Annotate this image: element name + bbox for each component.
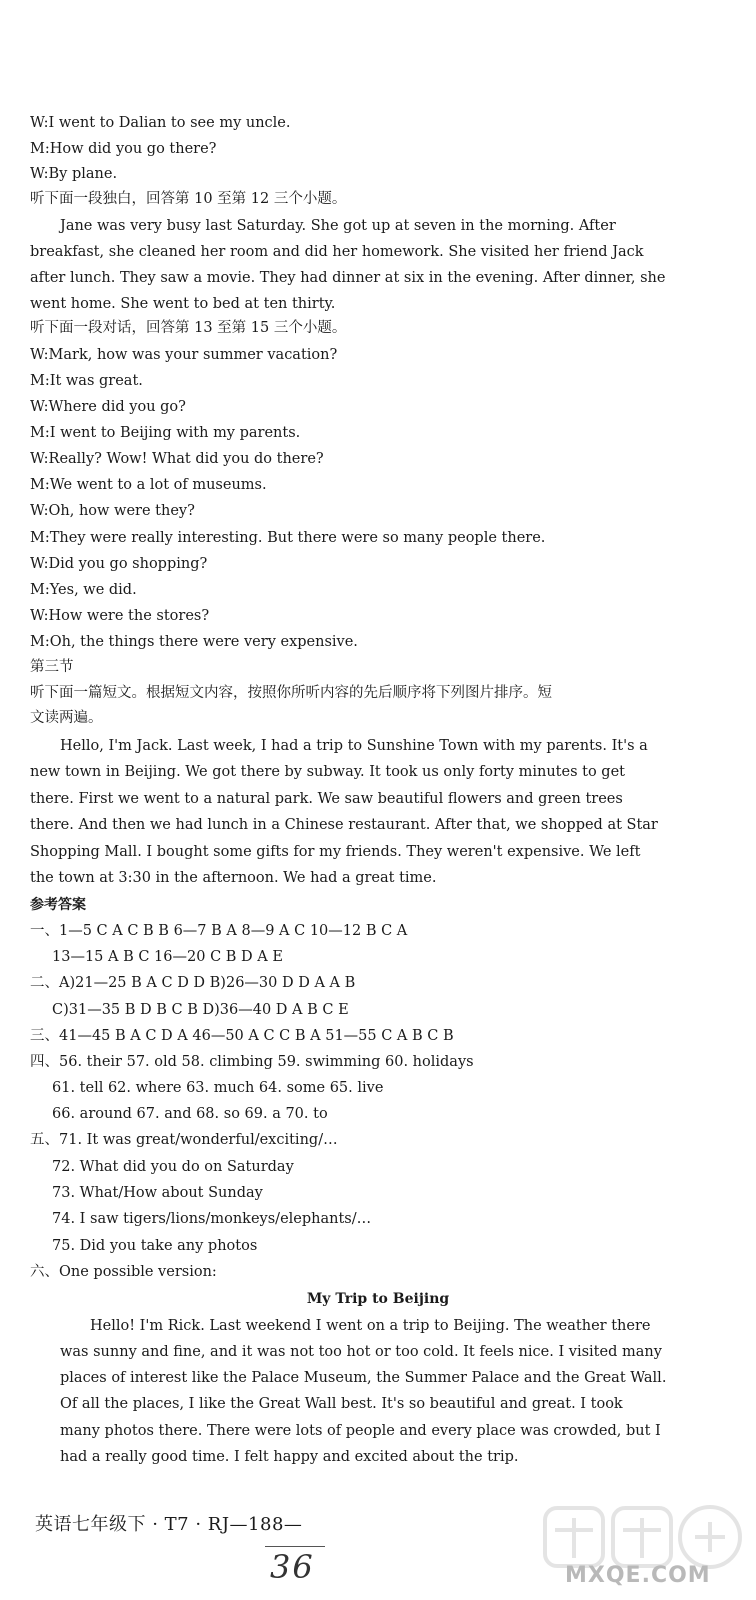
answers-heading: 参考答案 [30, 897, 86, 913]
section-instruction: 听下面一段对话，回答第 13 至第 15 三个小题。 [30, 320, 347, 336]
essay-line: many photos there. There were lots of people and every place was crowded, but I [60, 1423, 661, 1439]
dialogue-line: M:How did you go there? [30, 141, 217, 157]
answer-line: 三、41—45 B A C D A 46—50 A C C B A 51—55 C A B C B [30, 1028, 454, 1044]
answer-line: 二、A)21—25 B A C D D B)26—30 D D A A B [30, 975, 356, 991]
monologue-line: breakfast, she cleaned her room and did her homework. She visited her friend Jack [30, 244, 644, 260]
passage-line: Hello, I'm Jack. Last week, I had a trip to Sunshine Town with my parents. It's a [60, 738, 648, 754]
dialogue-line: W:How were the stores? [30, 608, 210, 624]
dialogue-line: M:We went to a lot of museums. [30, 477, 267, 493]
essay-line: places of interest like the Palace Museum, the Summer Palace and the Great Wall. [60, 1370, 667, 1386]
divider [265, 1546, 325, 1547]
passage-line: the town at 3:30 in the afternoon. We had a great time. [30, 870, 437, 886]
page-footer: 英语七年级下 · T7 · RJ—188— [35, 1514, 303, 1535]
essay-line: Of all the places, I like the Great Wall best. It's so beautiful and great. I took [60, 1396, 623, 1412]
dialogue-line: W:I went to Dalian to see my uncle. [30, 115, 291, 131]
answer-line: 72. What did you do on Saturday [52, 1159, 294, 1175]
section-instruction: 听下面一篇短文。根据短文内容，按照你所听内容的先后顺序将下列图片排序。短 [30, 685, 552, 701]
passage-line: Shopping Mall. I bought some gifts for my friends. They weren't expensive. We left [30, 844, 641, 860]
answer-line: 75. Did you take any photos [52, 1238, 258, 1254]
monologue-line: Jane was very busy last Saturday. She got up at seven in the morning. After [60, 218, 616, 234]
section-heading: 第三节 [30, 659, 74, 675]
essay-line: was sunny and fine, and it was not too hot or too cold. It feels nice. I visited many [60, 1344, 662, 1360]
answer-line: C)31—35 B D B C B D)36—40 D A B C E [52, 1002, 349, 1018]
answer-line: 四、56. their 57. old 58. climbing 59. swimming 60. holidays [30, 1054, 474, 1070]
handwritten-page-number: 36 [270, 1548, 315, 1586]
essay-line: had a really good time. I felt happy and excited about the trip. [60, 1449, 519, 1465]
dialogue-line: W:Really? Wow! What did you do there? [30, 451, 324, 467]
answer-line: 五、71. It was great/wonderful/exciting/… [30, 1132, 338, 1148]
monologue-line: after lunch. They saw a movie. They had dinner at six in the evening. After dinner, she [30, 270, 666, 286]
answer-line: 六、One possible version: [30, 1264, 217, 1280]
answer-line: 13—15 A B C 16—20 C B D A E [52, 949, 283, 965]
dialogue-line: M:I went to Beijing with my parents. [30, 425, 301, 441]
answer-line: 66. around 67. and 68. so 69. a 70. to [52, 1106, 328, 1122]
passage-line: there. And then we had lunch in a Chinese restaurant. After that, we shopped at Star [30, 817, 658, 833]
dialogue-line: W:Where did you go? [30, 399, 186, 415]
answer-line: 61. tell 62. where 63. much 64. some 65. live [52, 1080, 384, 1096]
answer-line: 一、1—5 C A C B B 6—7 B A 8—9 A C 10—12 B C A [30, 923, 408, 939]
watermark-text: MXQE.COM [565, 1563, 711, 1588]
dialogue-line: M:Oh, the things there were very expensive. [30, 634, 358, 650]
essay-title: My Trip to Beijing [306, 1291, 450, 1307]
dialogue-line: M:They were really interesting. But there were so many people there. [30, 530, 546, 546]
dialogue-line: W:Did you go shopping? [30, 556, 208, 572]
section-instruction: 文读两遍。 [30, 710, 103, 726]
answer-line: 74. I saw tigers/lions/monkeys/elephants/… [52, 1211, 372, 1227]
passage-line: there. First we went to a natural park. We saw beautiful flowers and green trees [30, 791, 623, 807]
dialogue-line: W:Mark, how was your summer vacation? [30, 347, 338, 363]
monologue-line: went home. She went to bed at ten thirty. [30, 296, 336, 312]
dialogue-line: W:Oh, how were they? [30, 503, 195, 519]
essay-line: Hello! I'm Rick. Last weekend I went on a trip to Beijing. The weather there [90, 1318, 651, 1334]
passage-line: new town in Beijing. We got there by subway. It took us only forty minutes to get [30, 764, 625, 780]
section-instruction: 听下面一段独白，回答第 10 至第 12 三个小题。 [30, 191, 347, 207]
dialogue-line: W:By plane. [30, 166, 118, 182]
dialogue-line: M:Yes, we did. [30, 582, 137, 598]
dialogue-line: M:It was great. [30, 373, 143, 389]
answer-line: 73. What/How about Sunday [52, 1185, 263, 1201]
